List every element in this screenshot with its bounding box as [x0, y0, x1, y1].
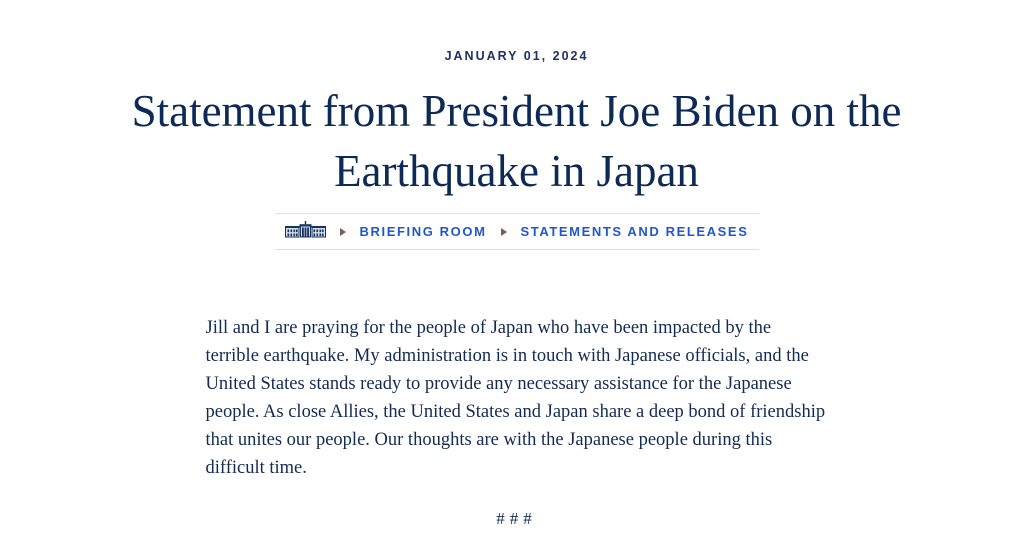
post-date: JANUARY 01, 2024	[444, 49, 589, 63]
home-link[interactable]	[285, 221, 326, 242]
end-marker: ###	[496, 509, 537, 528]
breadcrumb-link-briefing-room[interactable]: BRIEFING ROOM	[359, 224, 487, 239]
breadcrumb	[275, 213, 759, 250]
breadcrumb-separator-icon	[340, 228, 346, 236]
breadcrumb-separator-icon	[501, 228, 507, 236]
white-house-icon	[285, 221, 326, 242]
page-title: Statement from President Joe Biden on the Earthquake in Japan	[131, 86, 902, 196]
breadcrumb-link-statements-and-releases[interactable]: STATEMENTS AND RELEASES	[520, 224, 749, 239]
statement-body: Jill and I are praying for the people of Japan who have been impacted by the terrible earthquake. My administration is in touch with Japanese officials, and the United States stands ready to provide any necessary assistance for the Japanese people. As close Allies, the United States and Japan share a deep bond of friendship that unites our people. Our thoughts are with the Japanese people during this difficult time.	[205, 318, 826, 478]
